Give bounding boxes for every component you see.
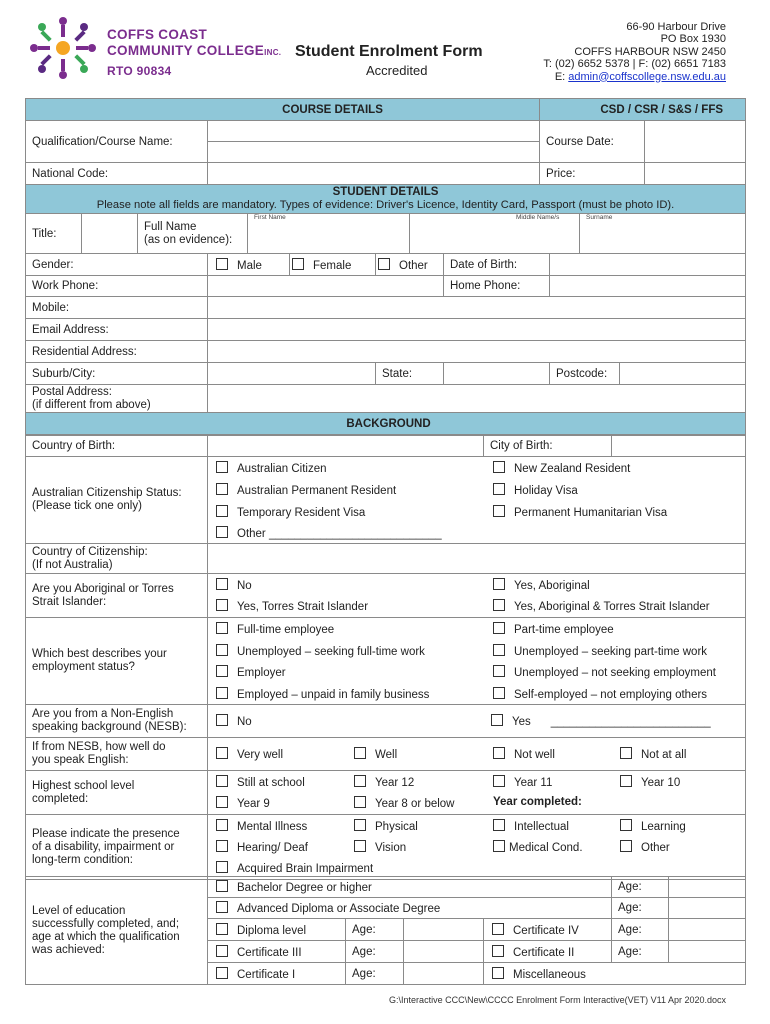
- checkbox[interactable]: [493, 483, 505, 495]
- state-field[interactable]: [444, 363, 550, 385]
- sch-12-option[interactable]: Year 12: [354, 775, 414, 789]
- year-completed-label: Year completed:: [493, 796, 582, 808]
- dis-learning-option[interactable]: Learning: [620, 819, 686, 833]
- checkbox[interactable]: [493, 775, 505, 787]
- disability-options: [208, 815, 746, 880]
- checkbox[interactable]: [216, 461, 228, 473]
- edu-adv-diploma-option[interactable]: Advanced Diploma or Associate Degree: [208, 898, 612, 919]
- checkbox[interactable]: [216, 599, 228, 611]
- ab-yes-torres-option[interactable]: Yes, Torres Strait Islander: [216, 599, 368, 613]
- age-label: Age:: [612, 877, 669, 898]
- checkbox[interactable]: [620, 819, 632, 831]
- checkbox[interactable]: [292, 258, 304, 270]
- postcode-label: Postcode:: [550, 363, 620, 385]
- college-logo: [26, 16, 100, 80]
- ab-no-option[interactable]: No: [216, 578, 252, 592]
- national-code-label: National Code:: [26, 163, 208, 185]
- email-field[interactable]: [208, 319, 746, 341]
- qualification-label: Qualification/Course Name:: [26, 121, 208, 163]
- first-name-field[interactable]: First Name: [248, 214, 410, 254]
- college-name-line2: COMMUNITY COLLEGEINC.: [107, 43, 282, 58]
- nesb-yes-option[interactable]: Yes _________________________: [491, 714, 711, 728]
- checkbox[interactable]: [216, 258, 228, 270]
- checkbox[interactable]: [493, 599, 505, 611]
- gender-other-option[interactable]: Other: [376, 254, 444, 276]
- form-subtitle: Accredited: [366, 63, 428, 78]
- price-label: Price:: [540, 163, 645, 185]
- edu-bachelor-age-field[interactable]: [669, 877, 746, 898]
- mobile-field[interactable]: [208, 297, 746, 319]
- cit-permanent-option[interactable]: Australian Permanent Resident: [216, 483, 396, 497]
- sch-8-option[interactable]: Year 8 or below: [354, 796, 455, 810]
- cit-nz-option[interactable]: New Zealand Resident: [493, 461, 630, 475]
- edu-cert1-age-field[interactable]: [404, 963, 484, 985]
- sch-9-option[interactable]: Year 9: [216, 796, 270, 810]
- checkbox[interactable]: [216, 840, 228, 852]
- edu-bachelor-option[interactable]: Bachelor Degree or higher: [208, 877, 612, 898]
- emp-parttime-option[interactable]: Part-time employee: [493, 622, 614, 636]
- ab-yes-aboriginal-option[interactable]: Yes, Aboriginal: [493, 578, 590, 592]
- emp-self-option[interactable]: Self-employed – not employing others: [493, 687, 707, 701]
- suburb-label: Suburb/City:: [26, 363, 208, 385]
- edu-cert1-option[interactable]: Certificate I: [208, 963, 346, 985]
- checkbox[interactable]: [491, 714, 503, 726]
- country-birth-label: Country of Birth:: [26, 436, 208, 457]
- checkbox[interactable]: [216, 901, 228, 913]
- edu-cert4-option[interactable]: Certificate IV: [484, 919, 612, 941]
- logo-people-icon: [26, 16, 100, 80]
- checkbox[interactable]: [354, 819, 366, 831]
- edu-cert4-age-field[interactable]: [669, 919, 746, 941]
- dis-intellectual-option[interactable]: Intellectual: [493, 819, 569, 833]
- checkbox[interactable]: [492, 923, 504, 935]
- sch-still-option[interactable]: Still at school: [216, 775, 305, 789]
- checkbox[interactable]: [493, 819, 505, 831]
- country-birth-field[interactable]: [208, 436, 484, 457]
- checkbox[interactable]: [354, 775, 366, 787]
- national-code-field[interactable]: [208, 163, 540, 185]
- cit-australian-option[interactable]: Australian Citizen: [216, 461, 326, 475]
- course-date-field[interactable]: [645, 121, 746, 163]
- gender-label: Gender:: [26, 254, 208, 276]
- gender-female-option[interactable]: Female: [290, 254, 376, 276]
- checkbox[interactable]: [493, 665, 505, 677]
- checkbox[interactable]: [492, 967, 504, 979]
- work-phone-label: Work Phone:: [26, 276, 208, 297]
- eng-not-well-option[interactable]: Not well: [493, 747, 555, 761]
- postcode-field[interactable]: [620, 363, 746, 385]
- college-name-line1: COFFS COAST: [107, 27, 208, 42]
- checkbox[interactable]: [620, 840, 632, 852]
- dis-medical-option[interactable]: Medical Cond.: [493, 840, 583, 854]
- home-phone-field[interactable]: [550, 276, 746, 297]
- state-label: State:: [376, 363, 444, 385]
- work-phone-field[interactable]: [208, 276, 444, 297]
- background-table: [25, 435, 746, 880]
- email-label: Email Address:: [26, 319, 208, 341]
- dob-field[interactable]: [550, 254, 746, 276]
- sch-10-option[interactable]: Year 10: [620, 775, 680, 789]
- checkbox[interactable]: [216, 747, 228, 759]
- checkbox[interactable]: [216, 796, 228, 808]
- cit-temporary-option[interactable]: Temporary Resident Visa: [216, 505, 365, 519]
- emp-employer-option[interactable]: Employer: [216, 665, 286, 679]
- checkbox[interactable]: [620, 775, 632, 787]
- age-label: Age:: [346, 919, 404, 941]
- eng-very-well-option[interactable]: Very well: [216, 747, 283, 761]
- middle-name-field[interactable]: Middle Name/s: [410, 214, 580, 254]
- college-address: 66-90 Harbour Drive PO Box 1930 COFFS HARBOUR NSW 2450 T: (02) 6652 5378 | F: (02) 6651 7183 E: admin@coffscollege.nsw.edu.au: [543, 21, 726, 83]
- suburb-field[interactable]: [208, 363, 376, 385]
- surname-field[interactable]: Surname: [580, 214, 746, 254]
- student-details-band: STUDENT DETAILS Please note all fields are mandatory. Types of evidence: Driver's Licence, Identity Card, Passport (must be photo ID).: [26, 185, 746, 214]
- checkbox[interactable]: [216, 622, 228, 634]
- rto-number: RTO 90834: [107, 64, 172, 78]
- email-link[interactable]: admin@coffscollege.nsw.edu.au: [568, 70, 726, 83]
- age-label: Age:: [612, 941, 669, 963]
- postal-label: Postal Address: (if different from above): [26, 385, 208, 413]
- home-phone-label: Home Phone:: [444, 276, 550, 297]
- age-label: Age:: [346, 941, 404, 963]
- nesb-label: Are you from a Non-English speaking background (NESB):: [26, 705, 208, 738]
- checkbox[interactable]: [493, 505, 505, 517]
- course-date-label: Course Date:: [540, 121, 645, 163]
- checkbox[interactable]: [493, 747, 505, 759]
- title-label: Title:: [26, 214, 82, 254]
- age-label: Age:: [346, 963, 404, 985]
- eng-not-all-option[interactable]: Not at all: [620, 747, 686, 761]
- residential-field[interactable]: [208, 341, 746, 363]
- edu-cert3-age-field[interactable]: [404, 941, 484, 963]
- dis-vision-option[interactable]: Vision: [354, 840, 406, 854]
- gender-male-option[interactable]: Male: [208, 254, 290, 276]
- checkbox[interactable]: [216, 526, 228, 538]
- qualification-field[interactable]: [208, 121, 540, 163]
- checkbox[interactable]: [216, 967, 228, 979]
- citizenship-options: [208, 457, 746, 544]
- full-name-label: Full Name (as on evidence):: [138, 214, 248, 254]
- aboriginal-options: [208, 574, 746, 618]
- age-label: Age:: [612, 898, 669, 919]
- edu-diploma-option[interactable]: Diploma level: [208, 919, 346, 941]
- employment-options: [208, 618, 746, 705]
- mobile-label: Mobile:: [26, 297, 208, 319]
- checkbox[interactable]: [216, 644, 228, 656]
- dis-other-option[interactable]: Other: [620, 840, 670, 854]
- dob-label: Date of Birth:: [444, 254, 550, 276]
- dis-mental-option[interactable]: Mental Illness: [216, 819, 307, 833]
- employment-label: Which best describes your employment status?: [26, 618, 208, 705]
- course-codes: CSD / CSR / S&S / FFS: [540, 99, 746, 121]
- english-label: If from NESB, how well do you speak English:: [26, 738, 208, 771]
- background-band: BACKGROUND: [26, 413, 746, 435]
- edu-misc-option[interactable]: Miscellaneous: [484, 963, 746, 985]
- cit-humanitarian-option[interactable]: Permanent Humanitarian Visa: [493, 505, 667, 519]
- checkbox[interactable]: [354, 796, 366, 808]
- checkbox[interactable]: [493, 644, 505, 656]
- course-student-table: [25, 98, 746, 214]
- contact-table: [25, 253, 746, 435]
- sch-11-option[interactable]: Year 11: [493, 775, 552, 789]
- document-footer-path: G:\Interactive CCC\New\CCCC Enrolment Form Interactive(VET) V11 Apr 2020.docx: [389, 995, 726, 1005]
- form-title: Student Enrolment Form: [295, 43, 483, 60]
- nesb-language-line: _________________________: [550, 716, 711, 728]
- eng-well-option[interactable]: Well: [354, 747, 397, 761]
- title-field[interactable]: [82, 214, 138, 254]
- dis-hearing-option[interactable]: Hearing/ Deaf: [216, 840, 308, 854]
- school-label: Highest school level completed:: [26, 771, 208, 815]
- country-citizenship-field[interactable]: [208, 544, 746, 574]
- emp-unemp-part-option[interactable]: Unemployed – seeking part-time work: [493, 644, 707, 658]
- checkbox[interactable]: [216, 819, 228, 831]
- checkbox[interactable]: [492, 945, 504, 957]
- country-citizenship-label: Country of Citizenship: (If not Australia): [26, 544, 208, 574]
- checkbox[interactable]: [354, 840, 366, 852]
- education-table: [25, 876, 746, 985]
- edu-cert2-age-field[interactable]: [669, 941, 746, 963]
- name-table: [25, 213, 746, 254]
- disability-label: Please indicate the presence of a disability, impairment or long-term condition:: [26, 815, 208, 880]
- checkbox[interactable]: [216, 880, 228, 892]
- price-field[interactable]: [645, 163, 746, 185]
- cit-holiday-option[interactable]: Holiday Visa: [493, 483, 578, 497]
- checkbox[interactable]: [216, 665, 228, 677]
- education-label: Level of education successfully completed, and; age at which the qualification was achieved:: [26, 877, 208, 985]
- citizenship-label: Australian Citizenship Status: (Please tick one only): [26, 457, 208, 544]
- checkbox[interactable]: [216, 505, 228, 517]
- age-label: Age:: [612, 919, 669, 941]
- checkbox[interactable]: [216, 861, 228, 873]
- checkbox[interactable]: [493, 461, 505, 473]
- city-birth-field[interactable]: [612, 436, 746, 457]
- checkbox[interactable]: [354, 747, 366, 759]
- checkbox[interactable]: [216, 578, 228, 590]
- course-details-band: COURSE DETAILS: [26, 99, 540, 121]
- city-birth-label: City of Birth:: [484, 436, 612, 457]
- checkbox[interactable]: [493, 622, 505, 634]
- edu-adv-diploma-age-field[interactable]: [669, 898, 746, 919]
- checkbox[interactable]: [216, 923, 228, 935]
- english-options: [208, 738, 746, 771]
- school-options: [208, 771, 746, 815]
- nesb-no-option[interactable]: No: [216, 714, 252, 728]
- cit-other-option[interactable]: Other ___________________________: [216, 526, 442, 540]
- emp-unemp-full-option[interactable]: Unemployed – seeking full-time work: [216, 644, 425, 658]
- checkbox[interactable]: [493, 840, 505, 852]
- dis-physical-option[interactable]: Physical: [354, 819, 418, 833]
- checkbox[interactable]: [620, 747, 632, 759]
- emp-unemp-not-option[interactable]: Unemployed – not seeking employment: [493, 665, 716, 679]
- aboriginal-label: Are you Aboriginal or Torres Strait Islander:: [26, 574, 208, 618]
- checkbox[interactable]: [216, 714, 228, 726]
- dis-brain-option[interactable]: Acquired Brain Impairment: [216, 861, 373, 875]
- residential-label: Residential Address:: [26, 341, 208, 363]
- emp-fulltime-option[interactable]: Full-time employee: [216, 622, 334, 636]
- checkbox[interactable]: [216, 945, 228, 957]
- edu-diploma-age-field[interactable]: [404, 919, 484, 941]
- checkbox[interactable]: [216, 775, 228, 787]
- ab-yes-both-option[interactable]: Yes, Aboriginal & Torres Strait Islander: [493, 599, 710, 613]
- edu-cert2-option[interactable]: Certificate II: [484, 941, 612, 963]
- checkbox[interactable]: [378, 258, 390, 270]
- nesb-options: [208, 705, 746, 738]
- checkbox[interactable]: [216, 483, 228, 495]
- emp-unpaid-option[interactable]: Employed – unpaid in family business: [216, 687, 429, 701]
- checkbox[interactable]: [493, 687, 505, 699]
- checkbox[interactable]: [216, 687, 228, 699]
- checkbox[interactable]: [493, 578, 505, 590]
- postal-field[interactable]: [208, 385, 746, 413]
- edu-cert3-option[interactable]: Certificate III: [208, 941, 346, 963]
